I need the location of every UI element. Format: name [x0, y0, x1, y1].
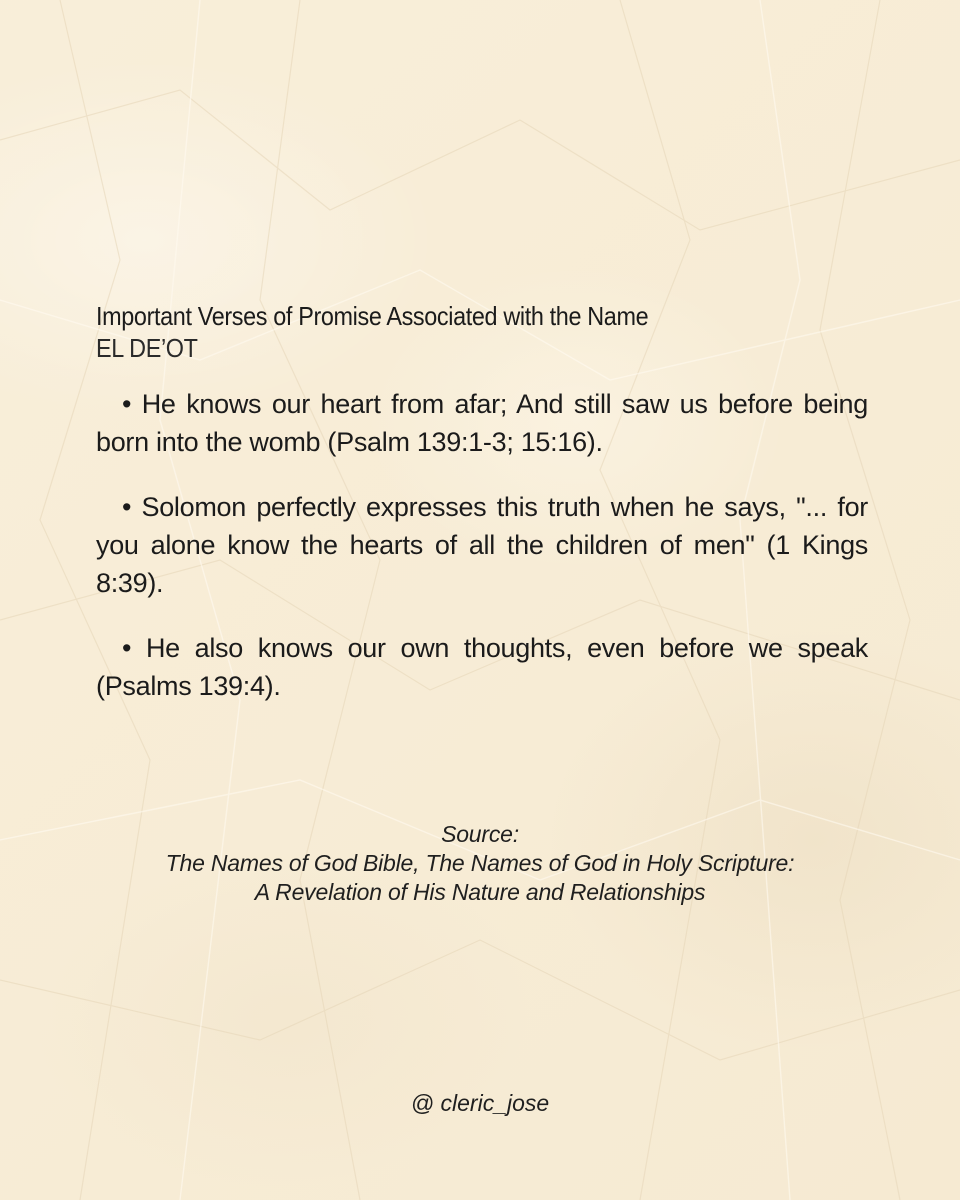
- source-line: The Names of God Bible, The Names of God in Holy Scripture:: [165, 850, 795, 876]
- verse-item: [96, 385, 868, 461]
- page-title: [96, 300, 868, 364]
- verse-text: • He knows our heart from afar; And still saw us before being born into the womb (Psalm 139:1-3; 15:16).: [96, 389, 868, 457]
- verse-item: [96, 629, 868, 705]
- source-line: A Revelation of His Nature and Relationships: [254, 879, 706, 905]
- source-citation: [0, 820, 960, 907]
- source-label: Source:: [441, 821, 519, 847]
- verse-item: [96, 488, 868, 602]
- author-handle: @ cleric_jose: [410, 1090, 550, 1116]
- divine-name: EL DE’OT: [96, 333, 198, 363]
- title-line: Important Verses of Promise Associated with the Name: [96, 301, 649, 331]
- verse-text: • Solomon perfectly expresses this truth when he says, "... for you alone know the hearts of all the children of men" (1 Kings 8:39).: [96, 492, 868, 598]
- main-content: [96, 300, 868, 732]
- verse-text: • He also knows our own thoughts, even before we speak (Psalms 139:4).: [96, 633, 868, 701]
